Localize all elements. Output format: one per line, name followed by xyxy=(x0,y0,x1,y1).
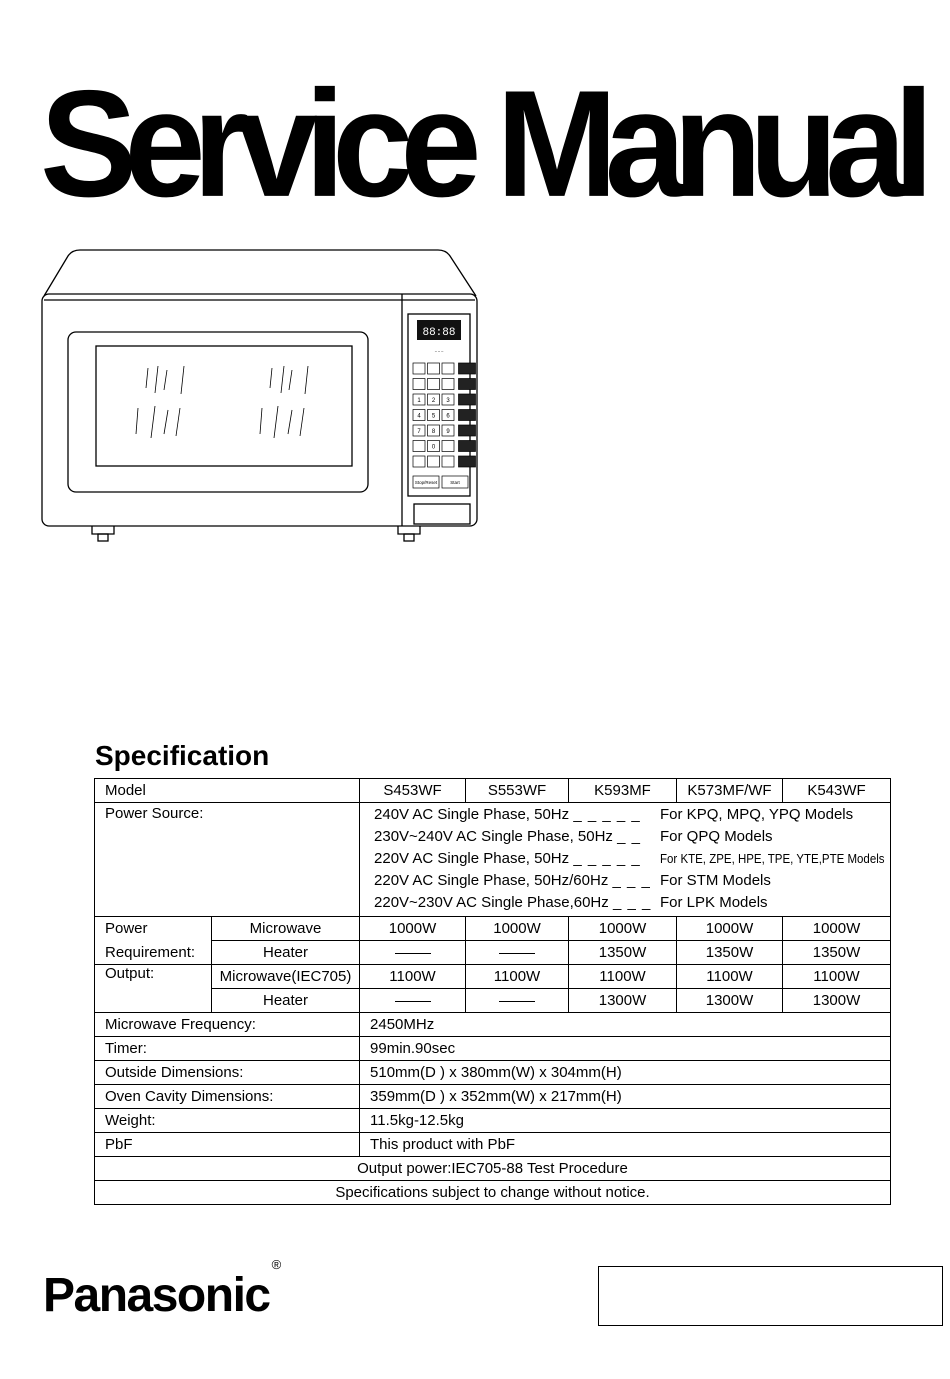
model-name: K573MF/WF xyxy=(677,779,783,803)
specification-heading: Specification xyxy=(95,740,270,771)
keypad-key-label: 7 xyxy=(417,429,421,435)
spec-value: 510mm(D ) x 380mm(W) x 304mm(H) xyxy=(360,1061,891,1085)
display-digits: 88:88 xyxy=(422,327,456,339)
power-source-line: 220V AC Single Phase, 50Hz/60Hz _ _ _ For STM Models xyxy=(374,872,771,889)
spec-value: 2450MHz xyxy=(360,1013,891,1037)
power-requirement-microwave-row xyxy=(95,917,891,941)
keypad-key[interactable] xyxy=(459,425,476,436)
output-value: 1100W xyxy=(466,965,569,989)
power-source-line: 230V~240V AC Single Phase, 50Hz _ _ For QPQ Models xyxy=(374,828,773,845)
keypad-key[interactable] xyxy=(442,379,454,390)
power-value: 1000W xyxy=(569,917,677,941)
note-text: Specifications subject to change without notice. xyxy=(95,1181,891,1205)
spec-label: Microwave Frequency: xyxy=(95,1013,360,1037)
power-source-line: 240V AC Single Phase, 50Hz _ _ _ _ _ For KPQ, MPQ, YPQ Models xyxy=(374,806,854,823)
document-title: Service Manual xyxy=(40,58,922,229)
model-name: K543WF xyxy=(783,779,891,803)
output-value: 1300W xyxy=(677,989,783,1013)
control-keypad[interactable] xyxy=(413,363,476,467)
keypad-key[interactable] xyxy=(442,441,454,452)
model-name: K593MF xyxy=(569,779,677,803)
keypad-key[interactable] xyxy=(413,441,425,452)
spec-value: 99min.90sec xyxy=(360,1037,891,1061)
not-applicable xyxy=(360,941,466,965)
specification-table xyxy=(94,778,891,1205)
power-value: 1000W xyxy=(677,917,783,941)
not-applicable xyxy=(466,989,569,1013)
power-value: 1000W xyxy=(466,917,569,941)
spec-value: 359mm(D ) x 352mm(W) x 217mm(H) xyxy=(360,1085,891,1109)
output-label: Output: xyxy=(95,965,212,989)
note-row xyxy=(95,1181,891,1205)
spec-row xyxy=(95,1061,891,1085)
spec-label: Oven Cavity Dimensions: xyxy=(95,1085,360,1109)
keypad-key[interactable] xyxy=(413,456,425,467)
keypad-key-label: 0 xyxy=(431,444,436,451)
svg-text:~ ~ ~: ~ ~ ~ xyxy=(434,349,444,354)
output-value: 1100W xyxy=(677,965,783,989)
power-source-label: Power Source: xyxy=(95,803,360,917)
model-row xyxy=(95,779,891,803)
keypad-key[interactable] xyxy=(442,456,454,467)
keypad-key[interactable] xyxy=(442,363,454,374)
microwave-iec-label: Microwave(IEC705) xyxy=(212,965,360,989)
spec-label: PbF xyxy=(95,1133,360,1157)
keypad-key-label: 3 xyxy=(446,398,450,404)
spec-row xyxy=(95,1037,891,1061)
keypad-key-label: 9 xyxy=(446,429,450,435)
output-value: 1100W xyxy=(360,965,466,989)
power-source-line: 220V~230V AC Single Phase,60Hz _ _ _ For LPK Models xyxy=(374,894,768,911)
spec-row xyxy=(95,1085,891,1109)
output-value: 1100W xyxy=(569,965,677,989)
power-value: 1000W xyxy=(360,917,466,941)
power-value: 1350W xyxy=(677,941,783,965)
keypad-key[interactable] xyxy=(459,379,476,390)
model-name: S453WF xyxy=(360,779,466,803)
keypad-key-label: 5 xyxy=(431,413,436,420)
power-source-row xyxy=(95,803,891,917)
note-text: Output power:IEC705-88 Test Procedure xyxy=(95,1157,891,1181)
keypad-key[interactable] xyxy=(428,363,440,374)
output-value: 1100W xyxy=(783,965,891,989)
note-row xyxy=(95,1157,891,1181)
power-requirement-label-2: Requirement: xyxy=(95,941,212,965)
keypad-key[interactable] xyxy=(459,441,476,452)
power-source-list xyxy=(360,803,891,917)
keypad-key-label: 6 xyxy=(446,413,450,420)
spec-label: Outside Dimensions: xyxy=(95,1061,360,1085)
not-applicable xyxy=(466,941,569,965)
start-key-label: Start xyxy=(450,480,460,485)
keypad-key-label: 8 xyxy=(431,429,436,435)
keypad-key-label: 4 xyxy=(417,413,421,420)
microwave-oven-illustration xyxy=(40,248,480,548)
spec-value: 11.5kg-12.5kg xyxy=(360,1109,891,1133)
keypad-key-label: 1 xyxy=(417,398,421,404)
panasonic-logo xyxy=(43,1257,280,1322)
spec-value: This product with PbF xyxy=(360,1133,891,1157)
keypad-key[interactable] xyxy=(459,394,476,405)
power-value: 1350W xyxy=(569,941,677,965)
keypad-key[interactable] xyxy=(428,379,440,390)
keypad-key[interactable] xyxy=(459,363,476,374)
spec-label: Timer: xyxy=(95,1037,360,1061)
model-number-box xyxy=(598,1266,943,1326)
power-value: 1350W xyxy=(783,941,891,965)
not-applicable xyxy=(360,989,466,1013)
power-source-line: 220V AC Single Phase, 50Hz _ _ _ _ _ For KTE, ZPE, HPE, TPE, YTE,PTE Models xyxy=(374,850,885,867)
heater-label: Heater xyxy=(212,941,360,965)
spec-row xyxy=(95,1013,891,1037)
spec-row xyxy=(95,1133,891,1157)
heater-label: Heater xyxy=(212,989,360,1013)
keypad-key[interactable] xyxy=(459,456,476,467)
keypad-key[interactable] xyxy=(459,410,476,421)
keypad-key[interactable] xyxy=(413,379,425,390)
power-requirement-label: Power xyxy=(95,917,212,941)
output-value: 1300W xyxy=(783,989,891,1013)
keypad-key[interactable] xyxy=(413,363,425,374)
model-label: Model xyxy=(95,779,360,803)
output-heater-row xyxy=(95,989,891,1013)
model-name: S553WF xyxy=(466,779,569,803)
keypad-key[interactable] xyxy=(428,456,440,467)
power-requirement-heater-row xyxy=(95,941,891,965)
keypad-key-label: 2 xyxy=(431,398,436,404)
registered-mark: ® xyxy=(271,1257,280,1272)
spec-label: Weight: xyxy=(95,1109,360,1133)
brand-name: Panasonic xyxy=(43,1269,270,1322)
power-value: 1000W xyxy=(783,917,891,941)
output-microwave-row xyxy=(95,965,891,989)
output-value: 1300W xyxy=(569,989,677,1013)
spec-row xyxy=(95,1109,891,1133)
microwave-label: Microwave xyxy=(212,917,360,941)
stop-reset-key-label: Stop/Reset xyxy=(414,480,438,485)
